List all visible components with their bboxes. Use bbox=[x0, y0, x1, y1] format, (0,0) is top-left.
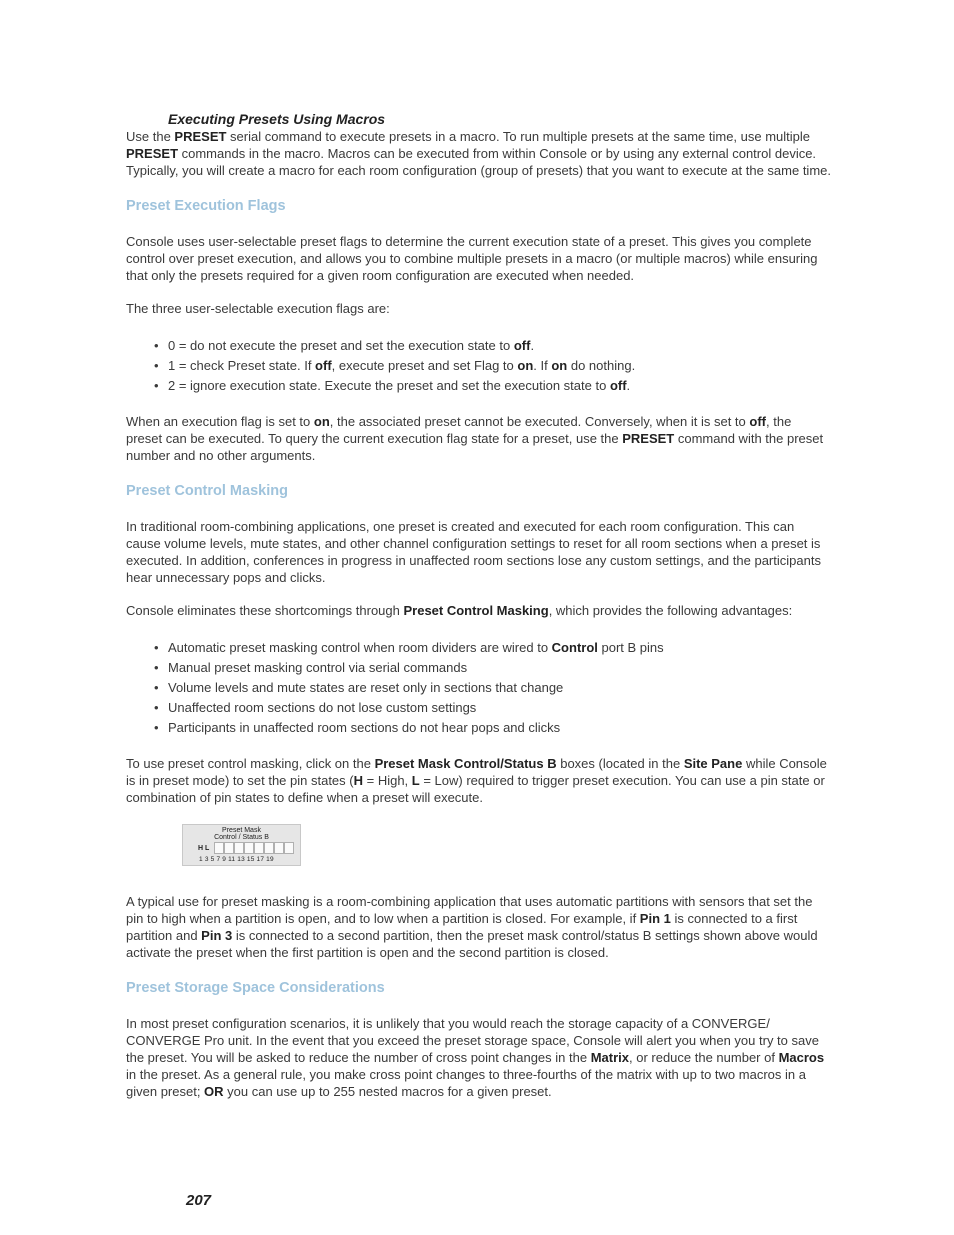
paragraph-masking-advantages: Console eliminates these shortcomings through Preset Control Masking, which provides the following advantages: bbox=[126, 603, 793, 618]
paragraph-masking-example: A typical use for preset masking is a room-combining application that uses automatic partitions with sensors that set the pin to high when a partition is open, and to low when a partition is closed. For example, if Pin 1 is connected to a first partition and Pin 3 is connected to a second partition, then the preset mask control/status B settings shown above would activate the preset when the first partition is open and the second partition is closed. bbox=[126, 894, 818, 960]
list-item: • Automatic preset masking control when room dividers are wired to Control port B pins bbox=[154, 640, 664, 655]
pin-box[interactable] bbox=[284, 842, 294, 854]
paragraph-flags-query: When an execution flag is set to on, the associated preset cannot be executed. Conversely, when it is set to off, the preset can be executed. To query the current execution flag state for a preset, use the PRESET command with the preset number and no other arguments. bbox=[126, 414, 824, 463]
pin-box[interactable] bbox=[224, 842, 234, 854]
flags-list bbox=[126, 337, 831, 394]
pin-numbers: 1 3 5 7 9 11 13 15 17 19 bbox=[199, 856, 274, 863]
paragraph-flags-list-intro: The three user-selectable execution flags are: bbox=[126, 301, 390, 316]
paragraph-flags-intro: Console uses user-selectable preset flags to determine the current execution state of a preset. This gives you complete control over preset execution, and allows you to combine multiple presets in a macro (or multiple macros) while ensuring that only the presets required for a given room configuration are executed when needed. bbox=[126, 234, 818, 283]
paragraph-storage: In most preset configuration scenarios, it is unlikely that you would reach the storage capacity of a CONVERGE/ CONVERGE Pro unit. In the event that you exceed the preset storage space, Console will alert you when you try to save the preset. You will be asked to reduce the number of cross point changes in the Matrix, or reduce the number of Macros in the preset. As a general rule, you make cross point changes to three-fourths of the matrix with up to two macros in a given preset; OR you can use up to 255 nested macros for a given preset. bbox=[126, 1016, 825, 1099]
heading-preset-storage: Preset Storage Space Considerations bbox=[126, 980, 385, 996]
list-item: • Participants in unaffected room sections do not hear pops and clicks bbox=[154, 720, 561, 735]
widget-subtitle: Control / Status B bbox=[214, 834, 269, 841]
advantages-list bbox=[126, 639, 831, 736]
pin-box[interactable] bbox=[214, 842, 224, 854]
pin-box[interactable] bbox=[244, 842, 254, 854]
list-item: • Volume levels and mute states are reset only in sections that change bbox=[154, 680, 564, 695]
heading-executing-presets: Executing Presets Using Macros bbox=[168, 111, 386, 127]
paragraph-macros: Use the PRESET serial command to execute presets in a macro. To run multiple presets at the same time, use multiple PRESET commands in the macro. Macros can be executed from within Console or by using any external control device. Typically, you will create a macro for each room configuration (group of presets) that you want to execute at the same time. bbox=[126, 129, 831, 178]
pin-box[interactable] bbox=[234, 842, 244, 854]
pin-box[interactable] bbox=[274, 842, 284, 854]
heading-preset-control-masking: Preset Control Masking bbox=[126, 483, 288, 499]
pin-state-boxes[interactable] bbox=[214, 842, 294, 854]
paragraph-masking-traditional: In traditional room-combining applications, one preset is created and executed for each room configuration. This can cause volume levels, mute states, and other channel configuration settings to reset for all room sections when a preset is executed. In addition, conferences in progress in unaffected room sections lose any custom settings, and the participants hear unnecessary pops and clicks. bbox=[126, 519, 821, 585]
list-item: • 2 = ignore execution state. Execute the preset and set the execution state to off. bbox=[154, 378, 631, 393]
paragraph-masking-howto: To use preset control masking, click on the Preset Mask Control/Status B boxes (located in the Site Pane while Console is in preset mode) to set the pin states (H = High, L = Low) required to trigger preset execution. You can use a pin state or combination of pin states to define when a preset will execute. bbox=[126, 756, 827, 805]
preset-mask-control-widget bbox=[182, 824, 301, 866]
list-item: • Manual preset masking control via serial commands bbox=[154, 660, 468, 675]
list-item: • Unaffected room sections do not lose custom settings bbox=[154, 700, 477, 715]
pin-box[interactable] bbox=[254, 842, 264, 854]
pin-box[interactable] bbox=[264, 842, 274, 854]
list-item: • 1 = check Preset state. If off, execute preset and set Flag to on. If on do nothing. bbox=[154, 358, 636, 373]
list-item: • 0 = do not execute the preset and set the execution state to off. bbox=[154, 338, 535, 353]
page-content bbox=[126, 110, 831, 1100]
widget-title: Preset Mask bbox=[222, 827, 261, 834]
page-number: 207 bbox=[186, 1192, 212, 1209]
pin-state-labels: H L bbox=[198, 845, 210, 852]
heading-preset-execution-flags: Preset Execution Flags bbox=[126, 198, 286, 214]
